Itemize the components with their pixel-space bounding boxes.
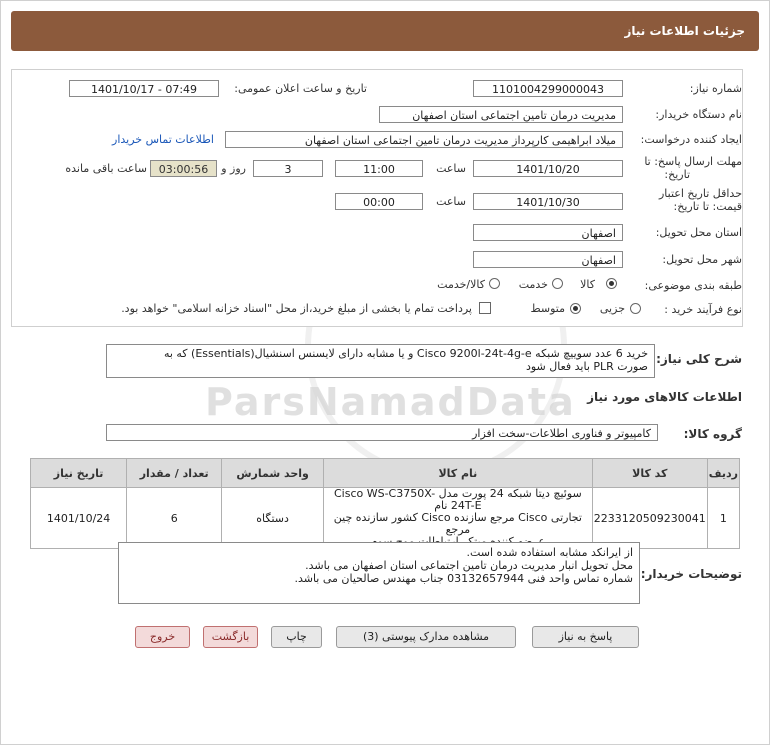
need-number-label: شماره نیاز: — [689, 82, 742, 95]
announce-label: تاریخ و ساعت اعلان عمومی: — [234, 82, 367, 95]
category-radio-goods-service[interactable] — [489, 278, 500, 289]
deadline-label-line1: مهلت ارسال پاسخ: تا — [644, 155, 742, 168]
category-option-service: خدمت — [518, 278, 548, 291]
cell-name-line-2: تجارتی Cisco مرجع سازنده Cisco کشور سازنده چین مرجع — [333, 511, 582, 536]
notes-label: توضیحات خریدار: — [640, 567, 742, 581]
category-option-goods-service: کالا/خدمت — [437, 278, 485, 291]
category-radio-service[interactable] — [552, 278, 563, 289]
cell-name — [323, 488, 592, 549]
notes-line-1: از ایرانکد مشابه استفاده شده است. — [466, 546, 633, 559]
reply-button[interactable]: پاسخ به نیاز — [532, 626, 639, 648]
category-label: طبقه بندی موضوعی: — [644, 279, 742, 292]
validity-date-field: 1401/10/30 — [473, 193, 623, 210]
city-label: شهر محل تحویل: — [662, 253, 742, 266]
goods-table-header — [31, 459, 740, 488]
treasury-payment-checkbox[interactable] — [479, 302, 491, 314]
exit-button[interactable]: خروج — [135, 626, 190, 648]
buyer-org-label: نام دستگاه خریدار: — [655, 108, 742, 121]
notes-line-3: شماره تماس واحد فنی 03132657944 جناب مهندس صالحیان می باشد. — [294, 572, 633, 585]
validity-label-line1: حداقل تاریخ اعتبار — [658, 187, 742, 200]
cell-date: 1401/10/24 — [31, 488, 127, 549]
province-label: استان محل تحویل: — [655, 226, 742, 239]
validity-time-label: ساعت — [436, 195, 466, 208]
page-header — [11, 11, 759, 51]
creator-field: میلاد ابراهیمی کارپرداز مدیریت درمان تامین اجتماعی استان اصفهان — [225, 131, 623, 148]
deadline-date-field: 1401/10/20 — [473, 160, 623, 177]
goods-group-field: کامپیوتر و فناوری اطلاعات-سخت افزار — [106, 424, 658, 441]
watermark-brand: ParsNamadData — [205, 380, 576, 424]
category-radio-goods[interactable] — [606, 278, 617, 289]
col-unit: واحد شمارش — [222, 459, 324, 488]
province-field: اصفهان — [473, 224, 623, 241]
creator-label: ایجاد کننده درخواست: — [640, 133, 742, 146]
buyer-org-field: مدیریت درمان تامین اجتماعی استان اصفهان — [379, 106, 623, 123]
page-title: جزئیات اطلاعات نیاز — [624, 24, 745, 38]
goods-section-title: اطلاعات کالاهای مورد نیاز — [587, 390, 742, 404]
days-label: روز و — [221, 162, 246, 175]
summary-label: شرح کلی نیاز: — [656, 352, 742, 366]
announce-field: 1401/10/17 - 07:49 — [69, 80, 219, 97]
col-index: ردیف — [707, 459, 739, 488]
process-radio-minor[interactable] — [630, 303, 641, 314]
time-remaining-label: ساعت باقی مانده — [65, 162, 147, 175]
treasury-payment-note: پرداخت تمام یا بخشی از مبلغ خرید،از محل "اسناد خزانه اسلامی" خواهد بود. — [121, 302, 472, 315]
category-option-goods: کالا — [580, 278, 595, 291]
attachments-button[interactable]: مشاهده مدارک پیوستی (3) — [336, 626, 516, 648]
summary-line-1: خرید 6 عدد سوییچ شبکه Cisco 9200l-24t-4g-e و یا مشابه دارای لایسنس اسنشیال(Essentials) که به — [163, 347, 648, 360]
validity-label-line2: قیمت: تا تاریخ: — [673, 200, 742, 213]
back-button[interactable]: بازگشت — [203, 626, 258, 648]
table-row — [31, 488, 740, 549]
col-date: تاریخ نیاز — [31, 459, 127, 488]
cell-index: 1 — [707, 488, 739, 549]
goods-table — [30, 458, 740, 549]
col-qty: تعداد / مقدار — [127, 459, 222, 488]
process-option-medium: متوسط — [530, 302, 565, 315]
notes-line-2: محل تحویل انبار مدیریت درمان تامین اجتماعی استان اصفهان می باشد. — [305, 559, 633, 572]
col-code: کد کالا — [592, 459, 707, 488]
process-option-minor: جزیی — [599, 302, 625, 315]
validity-time-field: 00:00 — [335, 193, 423, 210]
goods-group-label: گروه کالا: — [683, 427, 742, 441]
summary-line-2: صورت PLR باید فعال شود — [525, 360, 648, 373]
col-name: نام کالا — [323, 459, 592, 488]
city-field: اصفهان — [473, 251, 623, 268]
time-remaining-field: 03:00:56 — [150, 160, 217, 177]
cell-code: 2233120509230041 — [592, 488, 707, 549]
cell-unit: دستگاه — [222, 488, 324, 549]
cell-qty: 6 — [127, 488, 222, 549]
print-button[interactable]: چاپ — [271, 626, 322, 648]
days-remaining-field: 3 — [253, 160, 323, 177]
need-number-field: 1101004299000043 — [473, 80, 623, 97]
process-label: نوع فرآیند خرید : — [664, 303, 742, 316]
summary-box — [106, 344, 655, 378]
notes-box — [118, 542, 640, 604]
cell-name-line-1: سوئیچ دیتا شبکه 24 پورت مدل Cisco WS-C3750X-24T-E نام — [333, 487, 582, 512]
process-radio-medium[interactable] — [570, 303, 581, 314]
deadline-time-label: ساعت — [436, 162, 466, 175]
deadline-time-field: 11:00 — [335, 160, 423, 177]
buyer-contact-link[interactable]: اطلاعات تماس خریدار — [112, 133, 214, 146]
deadline-label-line2: تاریخ: — [664, 168, 690, 181]
